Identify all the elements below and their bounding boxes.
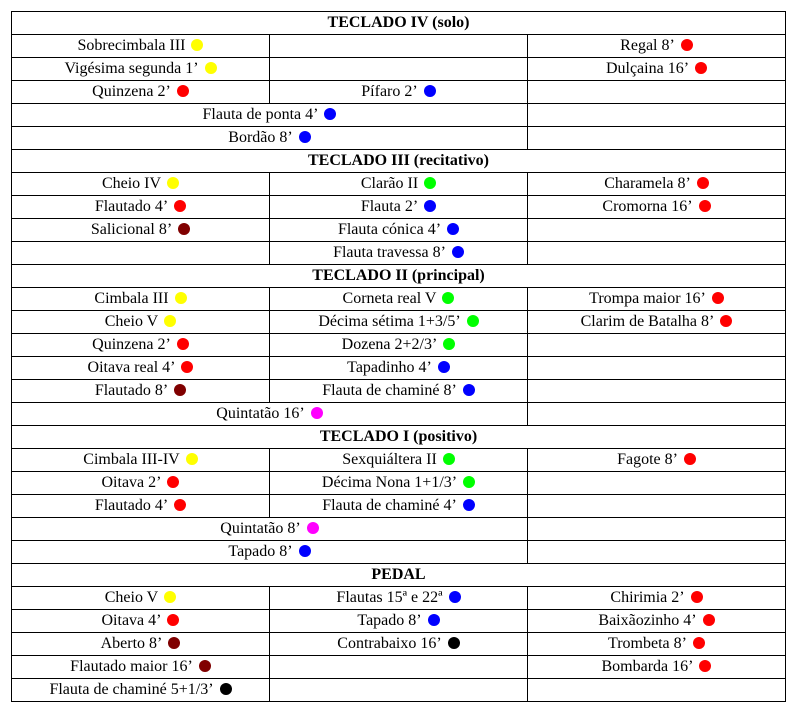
empty-cell — [270, 35, 528, 58]
stop-row — [12, 518, 786, 541]
stop-cell — [12, 679, 270, 702]
stop-cell — [12, 518, 528, 541]
blue-dot-icon — [463, 384, 475, 396]
empty-cell — [528, 104, 786, 127]
darkred-dot-icon — [199, 660, 211, 672]
stop-row — [12, 35, 786, 58]
yellow-dot-icon — [164, 315, 176, 327]
red-dot-icon — [177, 85, 189, 97]
stop-cell — [270, 219, 528, 242]
stop-name: Tapado 8’ — [228, 543, 293, 560]
empty-cell — [528, 495, 786, 518]
stop-name: Dozena 2+2/3’ — [341, 336, 438, 353]
stop-name: Tapado 8’ — [357, 612, 422, 629]
blue-dot-icon — [452, 246, 464, 258]
section-header-row — [12, 150, 786, 173]
stop-name: Cheio IV — [101, 175, 162, 192]
stop-row — [12, 495, 786, 518]
stop-cell — [12, 472, 270, 495]
red-dot-icon — [699, 200, 711, 212]
stop-name: Décima sétima 1+3/5’ — [318, 313, 461, 330]
empty-cell — [528, 127, 786, 150]
stop-cell — [270, 472, 528, 495]
stop-row — [12, 679, 786, 702]
stop-name: Flauta de ponta 4’ — [202, 106, 319, 123]
stop-name: Sexquiáltera II — [342, 451, 437, 468]
stop-name: Flautas 15ª e 22ª — [336, 589, 443, 606]
stop-name: Aberto 8’ — [100, 635, 163, 652]
stop-name: Cimbala III-IV — [83, 451, 180, 468]
blue-dot-icon — [299, 545, 311, 557]
blue-dot-icon — [438, 361, 450, 373]
stop-cell — [528, 633, 786, 656]
stop-cell — [12, 633, 270, 656]
stop-cell — [528, 35, 786, 58]
black-dot-icon — [448, 637, 460, 649]
stop-cell — [12, 35, 270, 58]
stop-cell — [12, 403, 528, 426]
blue-dot-icon — [449, 591, 461, 603]
stop-cell — [270, 380, 528, 403]
stop-name: Sobrecimbala III — [77, 37, 186, 54]
stop-cell — [270, 288, 528, 311]
section-title-teclado-i-positivo: TECLADO I (positivo) — [12, 426, 786, 449]
stop-cell — [12, 104, 528, 127]
stop-name: Trompa maior 16’ — [589, 290, 706, 307]
stop-cell — [12, 219, 270, 242]
red-dot-icon — [691, 591, 703, 603]
stop-row — [12, 173, 786, 196]
stop-cell — [528, 449, 786, 472]
stop-name: Quinzena 2’ — [92, 83, 171, 100]
stop-name: Bombarda 16’ — [601, 658, 694, 675]
section-title-pedal: PEDAL — [12, 564, 786, 587]
stop-cell — [528, 173, 786, 196]
empty-cell — [528, 518, 786, 541]
blue-dot-icon — [463, 499, 475, 511]
stop-name: Trombeta 8’ — [608, 635, 687, 652]
stop-row — [12, 357, 786, 380]
stop-name: Bordão 8’ — [228, 129, 293, 146]
stop-name: Vigésima segunda 1’ — [64, 60, 199, 77]
red-dot-icon — [174, 499, 186, 511]
red-dot-icon — [167, 476, 179, 488]
black-dot-icon — [220, 683, 232, 695]
stop-cell — [270, 495, 528, 518]
stop-cell — [270, 357, 528, 380]
stop-name: Oitava real 4’ — [87, 359, 176, 376]
blue-dot-icon — [447, 223, 459, 235]
stop-cell — [270, 196, 528, 219]
stop-name: Cimbala III — [94, 290, 169, 307]
section-title-teclado-ii-principal: TECLADO II (principal) — [12, 265, 786, 288]
stop-cell — [270, 334, 528, 357]
section-header-row — [12, 564, 786, 587]
stop-name: Oitava 2’ — [101, 474, 162, 491]
red-dot-icon — [720, 315, 732, 327]
stop-cell — [12, 380, 270, 403]
stop-name: Contrabaixo 16’ — [337, 635, 442, 652]
stop-name: Flautado maior 16’ — [70, 658, 193, 675]
empty-cell — [270, 656, 528, 679]
section-title-teclado-iii-recitativo: TECLADO III (recitativo) — [12, 150, 786, 173]
stop-cell — [270, 81, 528, 104]
red-dot-icon — [681, 39, 693, 51]
stop-cell — [12, 127, 528, 150]
stop-name: Flautado 8’ — [94, 382, 169, 399]
stop-cell — [12, 196, 270, 219]
green-dot-icon — [467, 315, 479, 327]
stop-row — [12, 104, 786, 127]
empty-cell — [528, 357, 786, 380]
stop-name: Flautado 4’ — [94, 198, 169, 215]
stop-name: Cromorna 16’ — [602, 198, 693, 215]
stop-cell — [270, 587, 528, 610]
section-title-teclado-iv-solo: TECLADO IV (solo) — [12, 12, 786, 35]
stop-row — [12, 449, 786, 472]
red-dot-icon — [693, 637, 705, 649]
red-dot-icon — [703, 614, 715, 626]
stop-cell — [12, 58, 270, 81]
stop-row — [12, 81, 786, 104]
blue-dot-icon — [424, 200, 436, 212]
stop-cell — [528, 311, 786, 334]
section-header-row — [12, 265, 786, 288]
green-dot-icon — [424, 177, 436, 189]
magenta-dot-icon — [307, 522, 319, 534]
stop-row — [12, 58, 786, 81]
red-dot-icon — [181, 361, 193, 373]
stop-name: Salicional 8’ — [90, 221, 173, 238]
stop-row — [12, 610, 786, 633]
empty-cell — [528, 334, 786, 357]
stop-name: Clarão II — [360, 175, 419, 192]
organ-stops-table — [11, 11, 786, 702]
stop-cell — [12, 288, 270, 311]
stop-row — [12, 472, 786, 495]
stop-cell — [12, 449, 270, 472]
stop-name: Regal 8’ — [620, 37, 675, 54]
stop-cell — [270, 173, 528, 196]
yellow-dot-icon — [175, 292, 187, 304]
empty-cell — [528, 679, 786, 702]
stop-row — [12, 196, 786, 219]
empty-cell — [12, 242, 270, 265]
stop-name: Flauta de chaminé 4’ — [322, 497, 457, 514]
stop-name: Quintatão 16’ — [216, 405, 305, 422]
green-dot-icon — [443, 453, 455, 465]
stop-name: Cheio V — [104, 313, 159, 330]
stop-cell — [528, 288, 786, 311]
red-dot-icon — [712, 292, 724, 304]
stop-cell — [12, 311, 270, 334]
blue-dot-icon — [324, 108, 336, 120]
section-header-row — [12, 426, 786, 449]
stop-name: Cheio V — [104, 589, 159, 606]
green-dot-icon — [442, 292, 454, 304]
stop-name: Clarim de Batalha 8’ — [580, 313, 715, 330]
stop-name: Fagote 8’ — [617, 451, 678, 468]
stop-name: Flautado 4’ — [94, 497, 169, 514]
stop-row — [12, 541, 786, 564]
yellow-dot-icon — [167, 177, 179, 189]
stop-name: Chirimia 2’ — [610, 589, 685, 606]
magenta-dot-icon — [311, 407, 323, 419]
stop-cell — [270, 449, 528, 472]
red-dot-icon — [699, 660, 711, 672]
stop-cell — [12, 334, 270, 357]
stop-cell — [528, 58, 786, 81]
stop-name: Baixãozinho 4’ — [598, 612, 697, 629]
empty-cell — [528, 242, 786, 265]
stop-row — [12, 587, 786, 610]
darkred-dot-icon — [174, 384, 186, 396]
blue-dot-icon — [424, 85, 436, 97]
darkred-dot-icon — [178, 223, 190, 235]
stop-cell — [12, 81, 270, 104]
stop-name: Flauta travessa 8’ — [333, 244, 446, 261]
stop-row — [12, 656, 786, 679]
stop-row — [12, 127, 786, 150]
stop-row — [12, 403, 786, 426]
stop-cell — [12, 495, 270, 518]
red-dot-icon — [695, 62, 707, 74]
stop-cell — [528, 587, 786, 610]
stop-name: Flauta cónica 4’ — [337, 221, 442, 238]
red-dot-icon — [167, 614, 179, 626]
stop-row — [12, 242, 786, 265]
blue-dot-icon — [299, 131, 311, 143]
yellow-dot-icon — [191, 39, 203, 51]
section-header-row — [12, 12, 786, 35]
empty-cell — [528, 81, 786, 104]
empty-cell — [528, 541, 786, 564]
stop-name: Pífaro 2’ — [361, 83, 418, 100]
empty-cell — [528, 403, 786, 426]
stop-cell — [270, 242, 528, 265]
red-dot-icon — [697, 177, 709, 189]
stop-cell — [12, 610, 270, 633]
empty-cell — [270, 58, 528, 81]
green-dot-icon — [463, 476, 475, 488]
stop-row — [12, 311, 786, 334]
stop-name: Charamela 8’ — [604, 175, 691, 192]
yellow-dot-icon — [164, 591, 176, 603]
stop-name: Corneta real V — [342, 290, 437, 307]
stop-name: Tapadinho 4’ — [347, 359, 432, 376]
stop-cell — [528, 656, 786, 679]
stop-name: Dulçaina 16’ — [605, 60, 690, 77]
stop-cell — [12, 173, 270, 196]
stop-row — [12, 288, 786, 311]
stop-cell — [528, 610, 786, 633]
stop-name: Flauta 2’ — [360, 198, 419, 215]
stop-name: Quintatão 8’ — [220, 520, 301, 537]
empty-cell — [270, 679, 528, 702]
stop-cell — [12, 541, 528, 564]
red-dot-icon — [684, 453, 696, 465]
red-dot-icon — [177, 338, 189, 350]
empty-cell — [528, 472, 786, 495]
stop-cell — [12, 587, 270, 610]
stop-name: Oitava 4’ — [101, 612, 162, 629]
blue-dot-icon — [428, 614, 440, 626]
stop-cell — [270, 311, 528, 334]
stop-name: Décima Nona 1+1/3’ — [321, 474, 458, 491]
stop-row — [12, 334, 786, 357]
stop-name: Flauta de chaminé 5+1/3’ — [49, 681, 214, 698]
yellow-dot-icon — [186, 453, 198, 465]
stop-cell — [270, 633, 528, 656]
empty-cell — [528, 219, 786, 242]
stop-row — [12, 633, 786, 656]
red-dot-icon — [174, 200, 186, 212]
stop-row — [12, 219, 786, 242]
yellow-dot-icon — [205, 62, 217, 74]
stop-cell — [270, 610, 528, 633]
empty-cell — [528, 380, 786, 403]
darkred-dot-icon — [168, 637, 180, 649]
stop-name: Quinzena 2’ — [92, 336, 171, 353]
green-dot-icon — [443, 338, 455, 350]
stop-row — [12, 380, 786, 403]
stop-cell — [12, 357, 270, 380]
stop-name: Flauta de chaminé 8’ — [322, 382, 457, 399]
stop-cell — [528, 196, 786, 219]
stop-cell — [12, 656, 270, 679]
